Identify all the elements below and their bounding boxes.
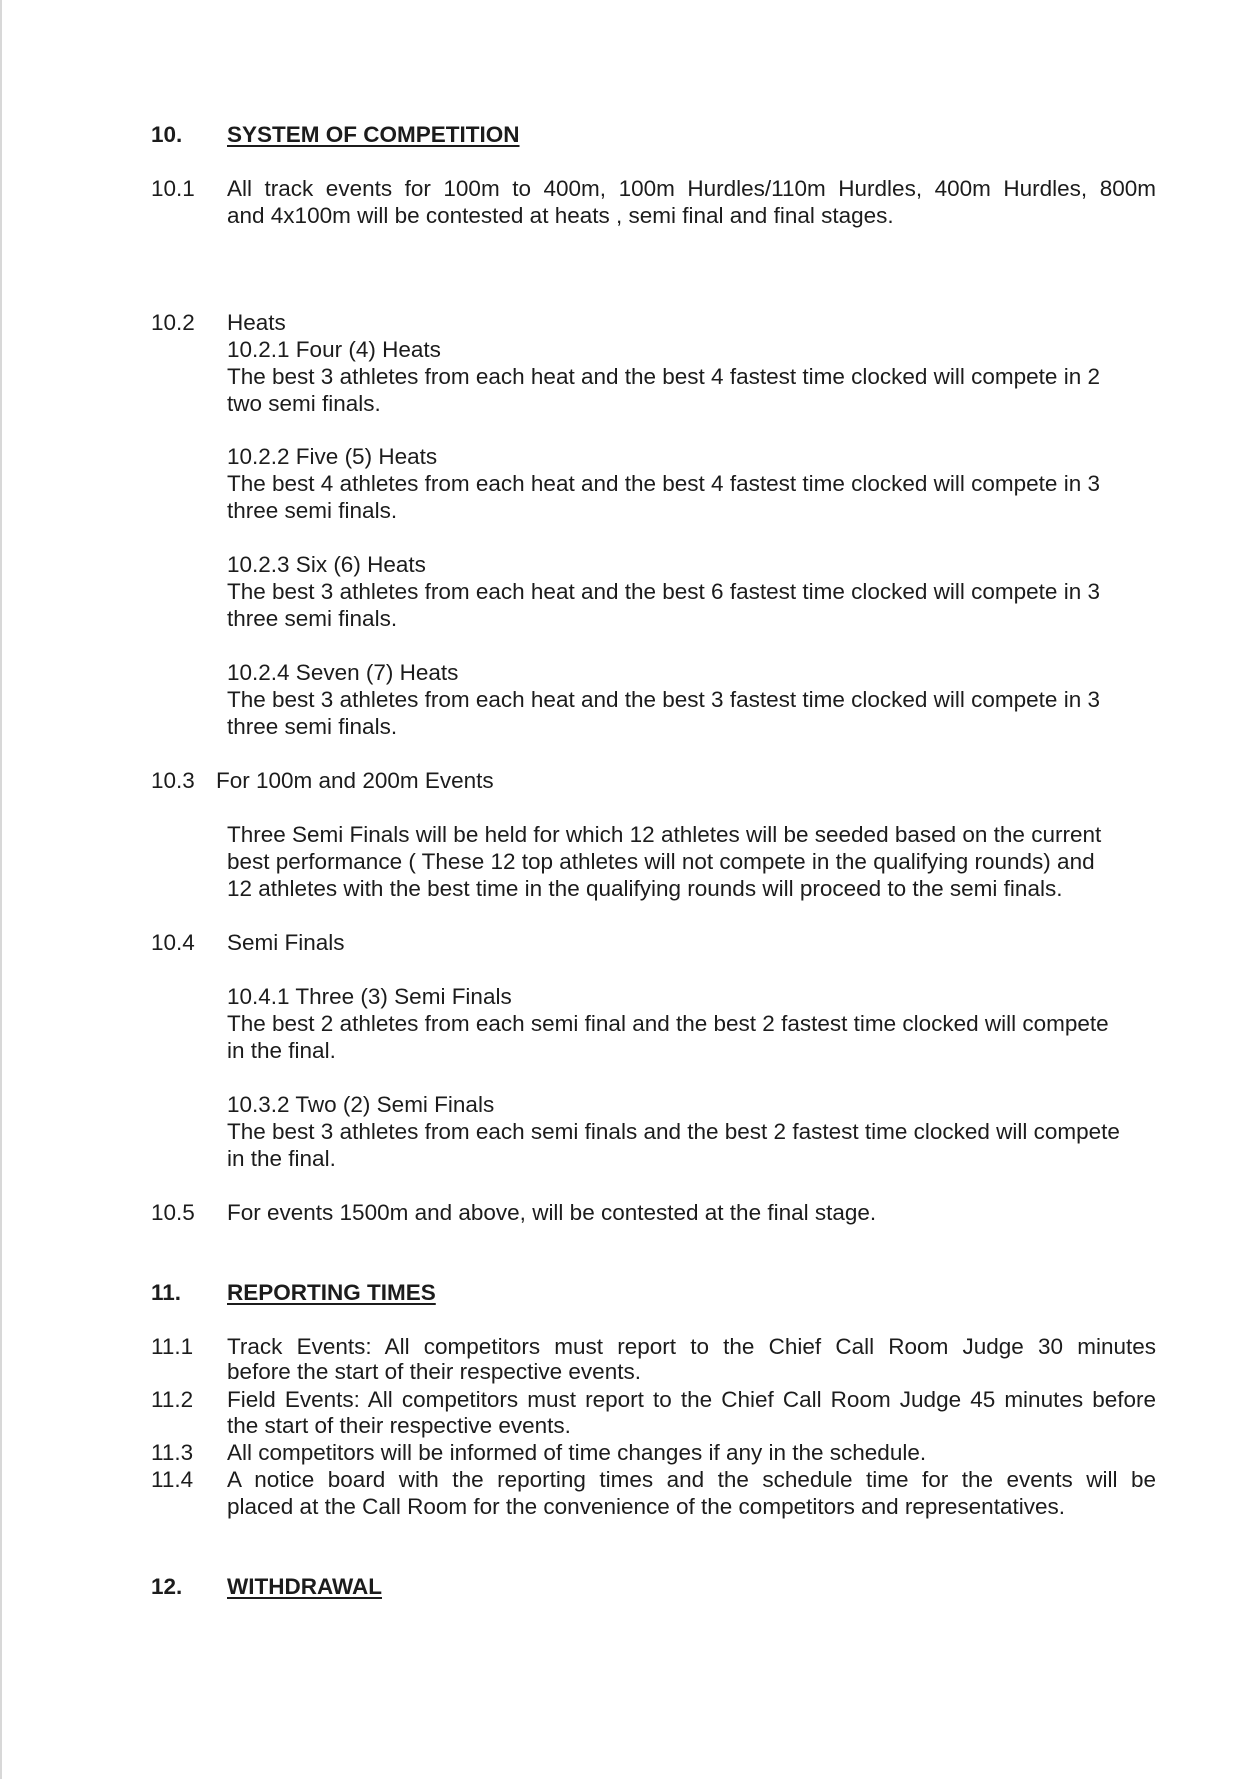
subclause-10-2-4-line: three semi finals. [227, 714, 398, 739]
clause-10-5-number: 10.5 [151, 1200, 195, 1225]
clause-10-3-line: best performance ( These 12 top athletes will not compete in the qualifying rounds) and [227, 849, 1095, 874]
clause-10-3-number: 10.3 [151, 768, 195, 793]
clause-11-2-line: Field Events: All competitors must report to the Chief Call Room Judge 45 minutes before [227, 1387, 1156, 1412]
subclause-10-2-1-line: two semi finals. [227, 391, 381, 416]
subclause-10-2-3-line: three semi finals. [227, 606, 398, 631]
clause-10-3-line: 12 athletes with the best time in the qualifying rounds will proceed to the semi finals. [227, 876, 1063, 901]
clause-11-1-line: before the start of their respective events. [227, 1359, 641, 1384]
clause-11-4-line: placed at the Call Room for the convenience of the competitors and representatives. [227, 1494, 1065, 1519]
clause-11-3-text: All competitors will be informed of time changes if any in the schedule. [227, 1440, 927, 1465]
subclause-10-2-1-title: 10.2.1 Four (4) Heats [227, 337, 441, 362]
section-11-title: REPORTING TIMES [227, 1280, 436, 1305]
clause-10-2-title: Heats [227, 310, 286, 335]
clause-11-2-line: the start of their respective events. [227, 1413, 571, 1438]
subclause-10-4-1-line: in the final. [227, 1038, 336, 1063]
clause-11-1-number: 11.1 [151, 1334, 194, 1359]
clause-11-4-line: A notice board with the reporting times and the schedule time for the events will be [227, 1467, 1156, 1492]
clause-11-3-number: 11.3 [151, 1440, 194, 1465]
subclause-10-2-2-title: 10.2.2 Five (5) Heats [227, 444, 438, 469]
section-12-title: WITHDRAWAL [227, 1574, 382, 1599]
clause-10-1-line: and 4x100m will be contested at heats , semi final and final stages. [227, 203, 894, 228]
subclause-10-3-2-line: The best 3 athletes from each semi finals and the best 2 fastest time clocked will compete [227, 1119, 1120, 1144]
subclause-10-2-3-title: 10.2.3 Six (6) Heats [227, 552, 426, 577]
clause-10-3-title: For 100m and 200m Events [216, 768, 494, 793]
clause-10-5-text: For events 1500m and above, will be contested at the final stage. [227, 1200, 877, 1225]
section-10-title: SYSTEM OF COMPETITION [227, 122, 520, 147]
page-left-edge [0, 0, 2, 1779]
clause-10-4-number: 10.4 [151, 930, 195, 955]
clause-11-2-number: 11.2 [151, 1387, 194, 1412]
subclause-10-3-2-title: 10.3.2 Two (2) Semi Finals [227, 1092, 495, 1117]
subclause-10-4-1-line: The best 2 athletes from each semi final and the best 2 fastest time clocked will compete [227, 1011, 1109, 1036]
subclause-10-2-1-line: The best 3 athletes from each heat and the best 4 fastest time clocked will compete in 2 [227, 364, 1100, 389]
clause-11-1-line: Track Events: All competitors must report to the Chief Call Room Judge 30 minutes [227, 1334, 1156, 1359]
section-10-number: 10. [151, 122, 183, 147]
subclause-10-2-2-line: The best 4 athletes from each heat and the best 4 fastest time clocked will compete in 3 [227, 471, 1100, 496]
subclause-10-2-2-line: three semi finals. [227, 498, 398, 523]
clause-10-4-title: Semi Finals [227, 930, 345, 955]
subclause-10-3-2-line: in the final. [227, 1146, 336, 1171]
clause-10-2-number: 10.2 [151, 310, 195, 335]
subclause-10-2-4-title: 10.2.4 Seven (7) Heats [227, 660, 459, 685]
clause-11-4-number: 11.4 [151, 1467, 194, 1492]
subclause-10-2-4-line: The best 3 athletes from each heat and the best 3 fastest time clocked will compete in 3 [227, 687, 1100, 712]
subclause-10-2-3-line: The best 3 athletes from each heat and the best 6 fastest time clocked will compete in 3 [227, 579, 1100, 604]
clause-10-1-line: All track events for 100m to 400m, 100m Hurdles/110m Hurdles, 400m Hurdles, 800m [227, 176, 1156, 201]
subclause-10-4-1-title: 10.4.1 Three (3) Semi Finals [227, 984, 512, 1009]
clause-10-1-number: 10.1 [151, 176, 195, 201]
section-12-number: 12. [151, 1574, 183, 1599]
clause-10-3-line: Three Semi Finals will be held for which 12 athletes will be seeded based on the current [227, 822, 1102, 847]
section-11-number: 11. [151, 1280, 182, 1305]
